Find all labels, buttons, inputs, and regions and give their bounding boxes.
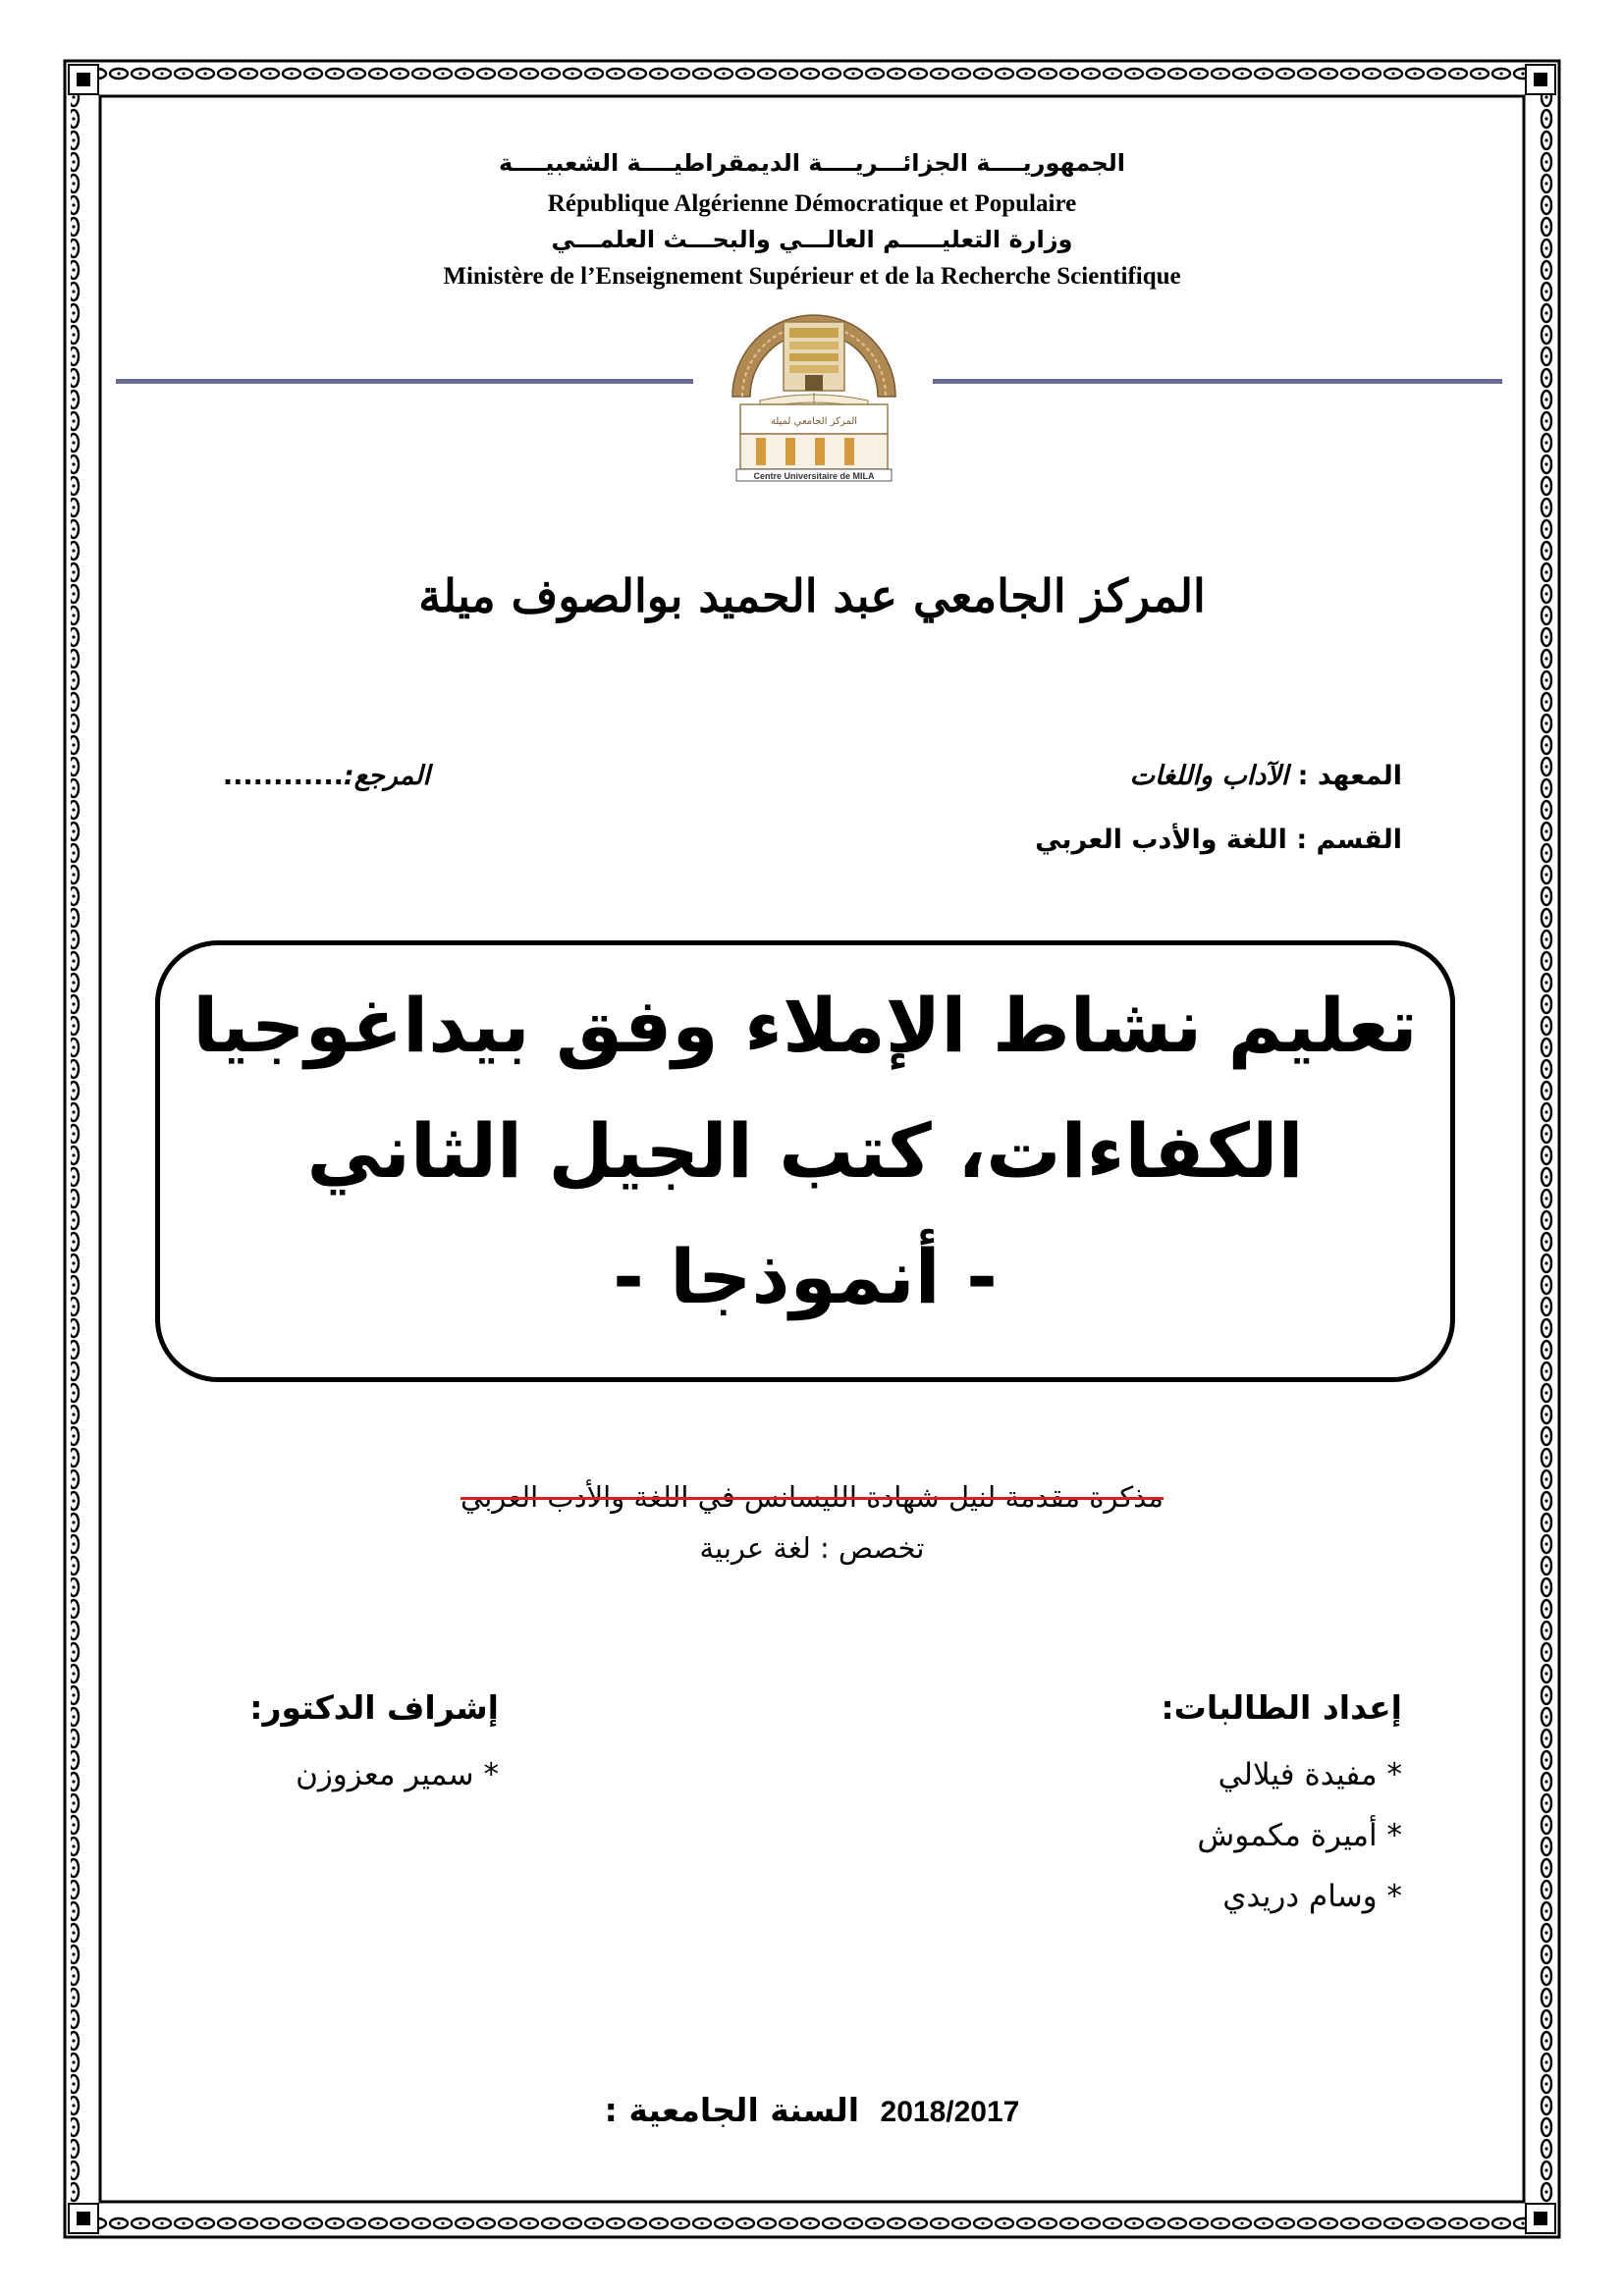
thesis-title-line-1: تعليم نشاط الإملاء وفق بيداغوجيا bbox=[192, 982, 1418, 1069]
separator-right bbox=[933, 379, 1502, 384]
memo-description bbox=[0, 1480, 1624, 1514]
department-value: اللغة والأدب العربي bbox=[1035, 825, 1287, 855]
supervisor-label: إشراف الدكتور: bbox=[249, 1688, 499, 1727]
academic-year-label: السنة الجامعية : bbox=[604, 2091, 860, 2129]
student-name: * مفيدة فيلالي bbox=[1218, 1757, 1402, 1792]
republic-french: République Algérienne Démocratique et Populaire bbox=[547, 190, 1077, 217]
students-label: إعداد الطالبات: bbox=[1161, 1688, 1402, 1727]
institute-value: الآداب واللغات bbox=[1129, 761, 1289, 791]
memo-specialty: تخصص : لغة عربية bbox=[699, 1531, 925, 1565]
academic-year bbox=[0, 2091, 1624, 2129]
separator-left bbox=[116, 379, 693, 384]
institute-label: المعهد : bbox=[1297, 761, 1402, 791]
memo-description-text: مذكرة مقدمة لنيل شهادة الليسانس في اللغة والأدب العربي bbox=[460, 1480, 1164, 1514]
thesis-title-line-3: - أنموذجا - bbox=[613, 1233, 998, 1320]
logo-caption: Centre Universitaire de MILA bbox=[753, 471, 875, 481]
ministry-french: Ministère de l’Enseignement Supérieur et de la Recherche Scientifique bbox=[443, 263, 1181, 290]
reference-field bbox=[155, 761, 430, 791]
institution-name: المركز الجامعي عبد الحميد بوالصوف ميلة bbox=[418, 569, 1206, 622]
student-name: * أميرة مكموش bbox=[1197, 1818, 1402, 1853]
student-name: * وسام دريدي bbox=[1222, 1879, 1402, 1914]
supervisor-name: * سمير معزوزن bbox=[296, 1757, 499, 1792]
reference-value: ............ bbox=[222, 761, 344, 791]
svg-text:المركز الجامعي لميلة: المركز الجامعي لميلة bbox=[770, 416, 858, 427]
reference-label: المرجع: bbox=[343, 761, 430, 791]
department-label: القسم : bbox=[1296, 825, 1402, 855]
university-logo bbox=[721, 306, 907, 483]
republic-arabic: الجمهوريــــة الجزائـــريــــة الديمقراطيــــة الشعبيــــة bbox=[499, 149, 1125, 177]
institute-field bbox=[1130, 761, 1402, 791]
department-field bbox=[1035, 825, 1402, 855]
academic-year-value: 2018/2017 bbox=[880, 2096, 1020, 2128]
ministry-arabic: وزارة التعليـــــم العالـــي والبحـــث العلمـــي bbox=[551, 226, 1073, 253]
thesis-title-line-2: الكفاءات، كتب الجيل الثاني bbox=[306, 1107, 1304, 1195]
